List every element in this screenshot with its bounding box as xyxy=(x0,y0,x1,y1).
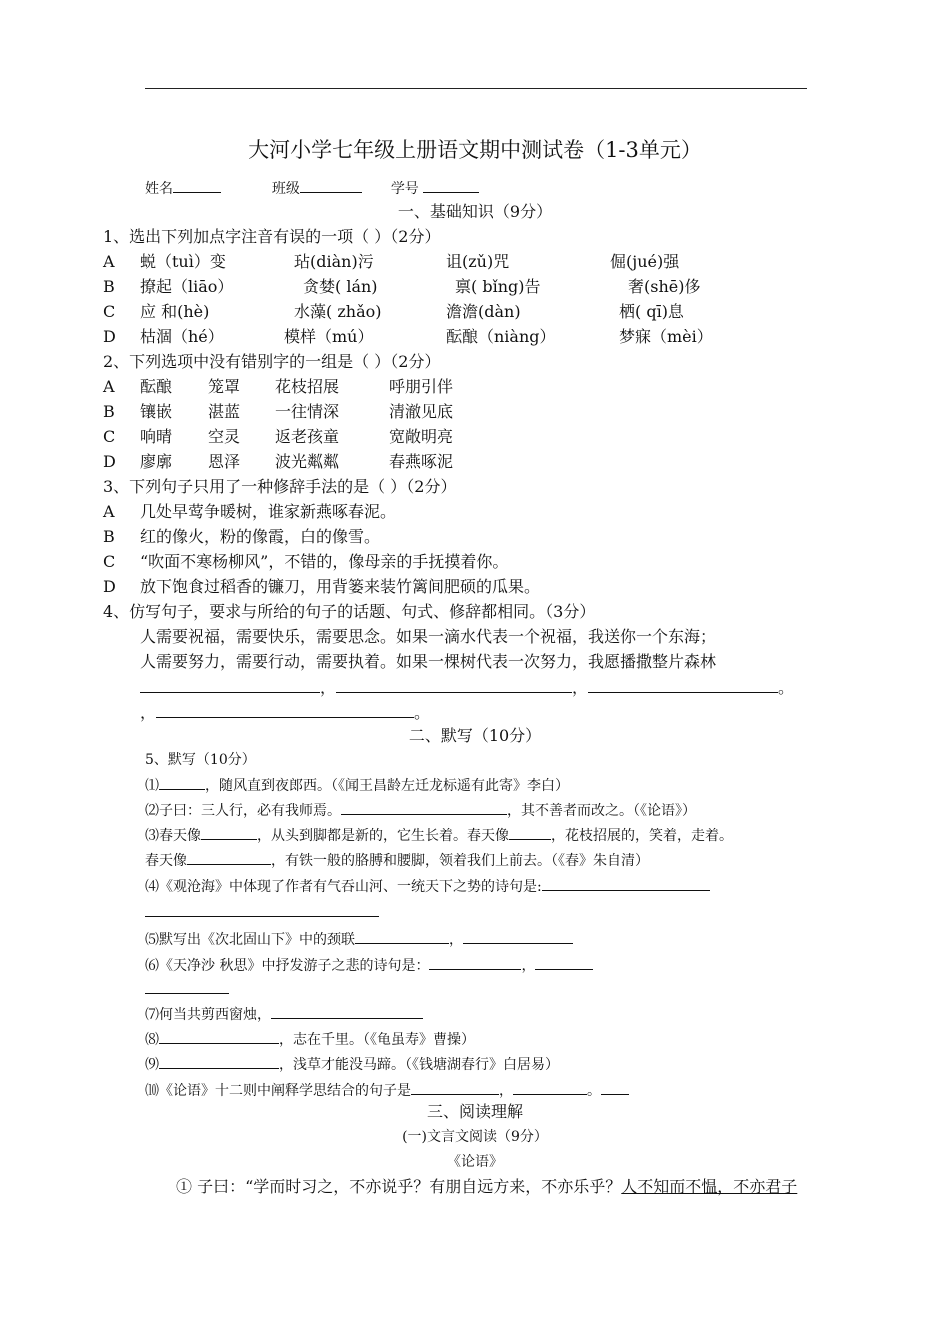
dictation-text: ，随风直到夜郎西。（《闻王昌龄左迁龙标遥有此寄》李白） xyxy=(205,778,569,794)
dictation-text: ⑵子曰：三人行，必有我师焉。 xyxy=(145,803,341,819)
option-letter: D xyxy=(103,452,116,471)
name-label: 姓名 xyxy=(145,181,173,197)
answer-blank[interactable] xyxy=(159,1054,279,1069)
option-letter: C xyxy=(103,427,116,446)
option-letter: B xyxy=(103,277,115,296)
option-item: 模样（mú） xyxy=(284,327,374,346)
option-item: 恩泽 xyxy=(208,452,241,471)
option-letter: D xyxy=(103,577,116,596)
page-title: 大河小学七年级上册语文期中测试卷（1-3单元） xyxy=(248,138,702,162)
option-item: 呼朋引伴 xyxy=(389,377,454,396)
dictation-2 xyxy=(145,800,696,821)
option-item: 一往情深 xyxy=(275,402,340,421)
dictation-text: ，其不善者而改之。（《论语》） xyxy=(507,803,696,819)
name-field[interactable] xyxy=(173,178,221,193)
answer-blank[interactable] xyxy=(463,929,573,944)
answer-blank[interactable] xyxy=(159,1029,279,1044)
option-item: 澹澹(dàn) xyxy=(446,302,521,321)
option-text: 红的像火，粉的像霞，白的像雪。 xyxy=(140,527,381,546)
period: 。 xyxy=(778,678,795,697)
q4-answer-line-2 xyxy=(140,703,430,723)
option-item: 镶嵌 xyxy=(140,402,173,421)
item-number: ⑼ xyxy=(145,1057,159,1073)
class-label: 班级 xyxy=(271,181,300,197)
option-letter: A xyxy=(103,502,115,521)
dictation-6-cont xyxy=(145,979,229,1000)
comma: ， xyxy=(449,932,463,948)
option-item: 奢(shē)侈 xyxy=(628,277,701,296)
answer-blank[interactable] xyxy=(201,825,257,840)
q3-stem: 3、下列句子只用了一种修辞手法的是（ ）（2分） xyxy=(103,477,457,496)
dictation-6 xyxy=(145,955,593,976)
answer-blank[interactable] xyxy=(145,902,379,917)
option-item: 水藻( zhǎo) xyxy=(294,302,382,321)
comma: ， xyxy=(521,958,536,974)
option-item: 宽敞明亮 xyxy=(389,427,454,446)
dictation-text: ，志在千里。（《龟虽寿》曹操） xyxy=(279,1032,475,1048)
answer-blank[interactable] xyxy=(601,1080,629,1095)
answer-blank[interactable] xyxy=(341,800,507,815)
option-item: 响晴 xyxy=(140,427,173,446)
answer-blank[interactable] xyxy=(159,775,205,790)
dictation-4 xyxy=(145,876,710,897)
option-item: 清澈见底 xyxy=(389,402,454,421)
dictation-text: ⑷《观沧海》中体现了作者有气吞山河、一统天下之势的诗句是: xyxy=(145,879,542,895)
underlined-sentence: 人不知而不愠，不亦君子 xyxy=(621,1177,798,1196)
dictation-7 xyxy=(145,1004,423,1025)
option-item: 湛蓝 xyxy=(208,402,241,421)
dictation-3 xyxy=(145,825,733,846)
answer-blank[interactable] xyxy=(187,850,271,865)
answer-blank[interactable] xyxy=(588,678,778,693)
q4-stem: 4、仿写句子，要求与所给的句子的话题、句式、修辞都相同。（3分） xyxy=(103,602,596,621)
dictation-8 xyxy=(145,1029,475,1050)
dictation-text: ⑺何当共剪西窗烛， xyxy=(145,1007,271,1023)
option-text: 几处早莺争暖树，谁家新燕啄春泥。 xyxy=(140,502,397,521)
option-text: “吹面不寒杨柳风”，不错的，像母亲的手抚摸着你。 xyxy=(140,552,509,571)
option-letter: C xyxy=(103,302,116,321)
option-item: 空灵 xyxy=(208,427,241,446)
comma: ， xyxy=(572,678,589,697)
dictation-text: ⑹《天净沙 秋思》中抒发游子之悲的诗句是： xyxy=(145,958,430,974)
q2-stem: 2、下列选项中没有错别字的一组是（ ）（2分） xyxy=(103,352,441,371)
option-letter: A xyxy=(103,377,115,396)
option-letter: C xyxy=(103,552,116,571)
section3-heading: 三、阅读理解 xyxy=(426,1102,523,1121)
answer-blank[interactable] xyxy=(355,929,449,944)
option-item: 禀( bǐng)告 xyxy=(455,277,541,296)
dictation-text: ⑶春天像 xyxy=(145,828,201,844)
dictation-1 xyxy=(145,775,569,796)
class-field[interactable] xyxy=(300,178,362,193)
section1-heading: 一、基础知识（9分） xyxy=(397,202,553,221)
dictation-3-cont xyxy=(145,850,649,871)
dictation-4-cont xyxy=(145,902,379,923)
option-item: 诅(zǔ)咒 xyxy=(446,252,510,271)
id-field[interactable] xyxy=(423,178,479,193)
answer-blank[interactable] xyxy=(156,703,414,718)
answer-blank[interactable] xyxy=(271,1004,423,1019)
option-item: 应 和(hè) xyxy=(140,302,210,321)
answer-blank[interactable] xyxy=(140,678,320,693)
dictation-5 xyxy=(145,929,573,950)
option-item: 贪婪( lán) xyxy=(303,277,378,296)
answer-blank[interactable] xyxy=(429,955,521,970)
dictation-text: ，浅草才能没马蹄。（《钱塘湖春行》白居易） xyxy=(279,1057,559,1073)
option-item: 波光粼粼 xyxy=(275,452,340,471)
reading-book-title: 《论语》 xyxy=(447,1154,503,1170)
option-text: 放下饱食过稻香的镰刀，用背篓来装竹篱间肥硕的瓜果。 xyxy=(140,577,541,596)
comma: ， xyxy=(320,678,337,697)
q4-example-1: 人需要祝福，需要快乐，需要思念。如果一滴水代表一个祝福，我送你一个东海； xyxy=(140,627,717,646)
dictation-text: ，花枝招展的，笑着，走着。 xyxy=(551,828,733,844)
answer-blank[interactable] xyxy=(535,955,593,970)
answer-blank[interactable] xyxy=(509,825,551,840)
dictation-text: ⑽《论语》十二则中阐释学思结合的句子是 xyxy=(145,1083,411,1099)
answer-blank[interactable] xyxy=(145,979,229,994)
header-rule xyxy=(145,88,807,89)
answer-blank[interactable] xyxy=(542,876,710,891)
answer-blank[interactable] xyxy=(336,678,572,693)
option-item: 梦寐（mèi） xyxy=(619,327,713,346)
option-item: 撩起（liāo） xyxy=(140,277,234,296)
option-item: 花枝招展 xyxy=(275,377,340,396)
option-item: 笼罩 xyxy=(208,377,241,396)
dictation-text: ⑸默写出《次北固山下》中的颈联 xyxy=(145,932,355,948)
option-item: 蜕（tuì）变 xyxy=(140,252,226,271)
answer-blank[interactable] xyxy=(513,1080,587,1095)
reading-passage-1 xyxy=(176,1177,797,1197)
passage-text: ① 子曰：“学而时习之，不亦说乎？有朋自远方来，不亦乐乎？ xyxy=(176,1177,622,1196)
option-item: 廖廓 xyxy=(140,452,173,471)
option-item: 酝酿（niàng） xyxy=(446,327,556,346)
q5-stem: 5、默写（10分） xyxy=(145,752,256,768)
option-item: 倔(jué)强 xyxy=(610,252,680,271)
student-info xyxy=(145,178,479,199)
option-item: 酝酿 xyxy=(140,377,173,396)
answer-blank[interactable] xyxy=(411,1080,499,1095)
option-letter: D xyxy=(103,327,116,346)
q4-answer-line-1 xyxy=(140,678,794,698)
comma: ， xyxy=(140,703,157,722)
option-letter: B xyxy=(103,402,115,421)
period: 。 xyxy=(587,1083,601,1099)
section2-heading: 二、默写（10分） xyxy=(408,726,542,745)
item-number: ⑻ xyxy=(145,1032,159,1048)
dictation-text: ，从头到脚都是新的，它生长着。春天像 xyxy=(257,828,509,844)
option-item: 玷(diàn)污 xyxy=(294,252,374,271)
option-letter: B xyxy=(103,527,115,546)
reading-subheading: (一)文言文阅读（9分） xyxy=(402,1129,548,1145)
dictation-10 xyxy=(145,1080,629,1101)
dictation-text: 春天像 xyxy=(145,853,187,869)
option-item: 春燕啄泥 xyxy=(389,452,454,471)
option-item: 栖( qī)息 xyxy=(619,302,684,321)
option-letter: A xyxy=(103,252,115,271)
id-label: 学号 xyxy=(390,181,419,197)
q1-stem: 1、选出下列加点字注音有误的一项（ ）（2分） xyxy=(103,227,441,246)
dictation-text: ，有铁一般的胳膊和腰脚，领着我们上前去。（《春》朱自清） xyxy=(271,853,649,869)
period: 。 xyxy=(414,703,431,722)
item-number: ⑴ xyxy=(145,778,159,794)
comma: ， xyxy=(499,1083,513,1099)
dictation-9 xyxy=(145,1054,559,1075)
q4-example-2: 人需要努力，需要行动，需要执着。如果一棵树代表一次努力，我愿播撒整片森林 xyxy=(140,652,717,671)
option-item: 返老孩童 xyxy=(275,427,340,446)
option-item: 枯涸（hé） xyxy=(140,327,224,346)
